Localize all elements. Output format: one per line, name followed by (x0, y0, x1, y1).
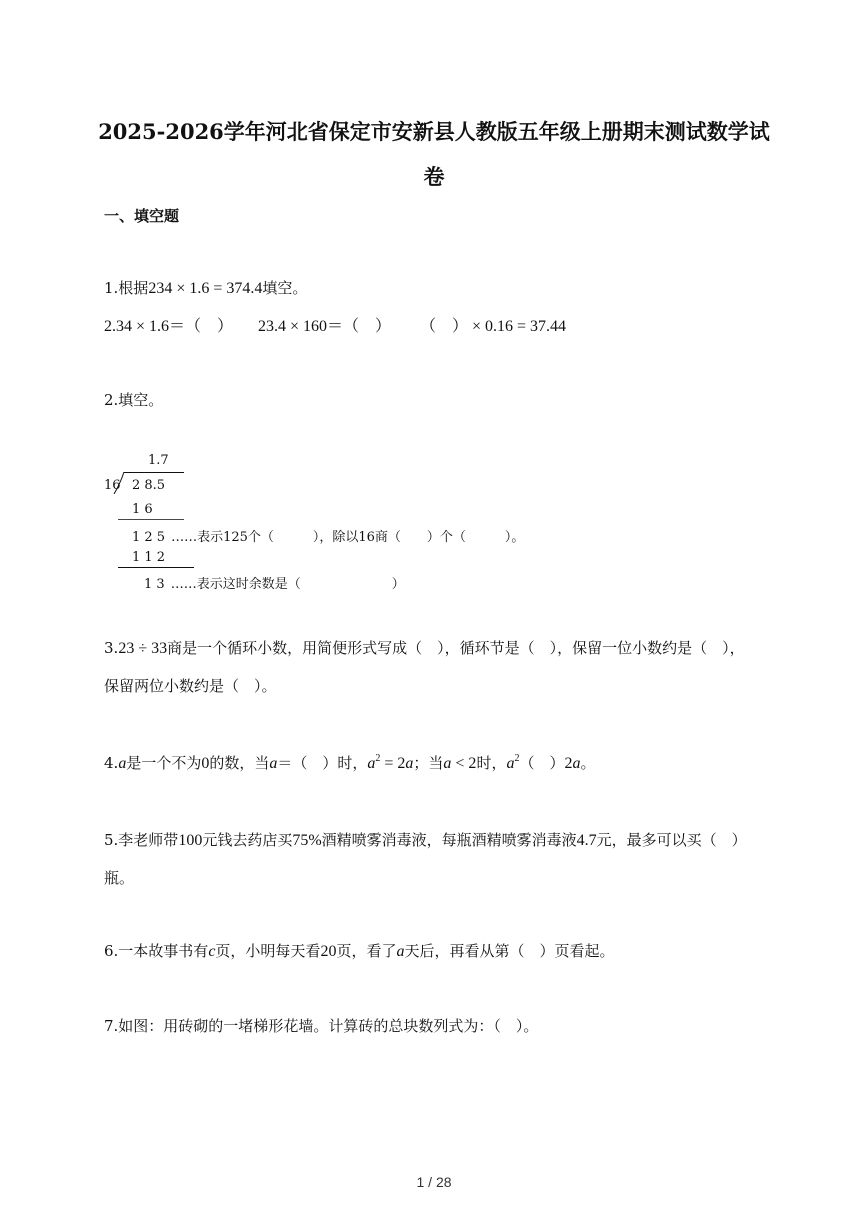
q6-number: 20 (320, 943, 337, 960)
q4-equation (367, 755, 413, 772)
division-step-2-value: 1 2 5 (132, 530, 166, 545)
question-5-cont: 瓶。 (104, 869, 135, 887)
q4-inequality (443, 755, 476, 772)
division-dividend: 2 8.5 (132, 478, 166, 493)
q1-blank-1: 2.34 × 1.6＝（ ） (104, 318, 234, 335)
question-5 (104, 829, 747, 850)
q4-var-a: a (118, 755, 127, 772)
q5-price: 4.7 (576, 832, 597, 849)
q5-text: 酒精喷雾消毒液，每瓶酒精喷雾消毒液 (321, 831, 577, 849)
q3-expression: 23 ÷ 33 (118, 640, 168, 657)
question-1 (104, 277, 307, 298)
q4-text: ；当 (413, 754, 444, 772)
section-heading: 一、填空题 (104, 207, 180, 225)
q4-exponent: 2 (375, 753, 381, 764)
q4-a-squared (506, 755, 519, 772)
q5-text: 5.李老师带 (104, 831, 179, 849)
division-line-2 (118, 567, 194, 568)
q4-var-a: a (269, 755, 278, 772)
division-step-4-value: 1 3 (144, 577, 165, 592)
division-step-4-note: ……表示这时余数是（ ） (170, 577, 405, 592)
question-4 (104, 752, 595, 773)
q6-var-c: c (208, 943, 216, 960)
q4-rhs: = 2 (380, 755, 406, 772)
q4-lt: < 2 (451, 755, 477, 772)
q6-var-a: a (396, 943, 405, 960)
division-step-2-note: ……表示125个（ ），除以16商（ ）个（ ）。 (171, 530, 525, 545)
q6-text: 页，小明每天看 (215, 942, 321, 960)
division-step-1: 1 6 (132, 502, 153, 517)
question-3 (104, 637, 745, 658)
q5-amount: 100 (178, 832, 203, 849)
q1-suffix: 填空。 (262, 279, 308, 297)
page-title-cont: 卷 (423, 164, 445, 189)
division-step-3: 1 1 2 (132, 550, 166, 565)
q4-var-a: a (506, 755, 515, 772)
page-number: 1 / 28 (416, 1174, 452, 1190)
division-quotient: 1.7 (148, 453, 169, 468)
question-7: 7.如图：用砖砌的一堵梯形花墙。计算砖的总块数列式为：（ ）。 (104, 1017, 539, 1035)
division-line-1 (118, 519, 184, 520)
q4-2a (564, 755, 580, 772)
question-6 (104, 940, 614, 961)
division-bar (124, 472, 184, 473)
q3-text-1: 商是一个循环小数，用简便形式写成（ ），循环节是（ ），保留一位小数约是（ ）， (167, 639, 745, 657)
q6-text: 天后，再看从第（ ）页看起。 (404, 942, 615, 960)
q6-text: 页，看了 (336, 942, 397, 960)
q4-text: 时， (476, 754, 507, 772)
q4-prefix: 4. (104, 754, 119, 772)
q1-prefix: 1.根据 (104, 279, 149, 297)
q4-var-a: a (443, 755, 452, 772)
q4-var-a: a (572, 755, 581, 772)
q5-text: 元钱去药店买 (202, 831, 293, 849)
q4-text: 是一个不为 (126, 754, 202, 772)
division-step-4 (144, 573, 405, 592)
q4-exponent: 2 (514, 753, 520, 764)
page-title: 2025-2026学年河北省保定市安新县人教版五年级上册期末测试数学试 (98, 119, 770, 144)
q4-blank: （ ） (519, 754, 565, 772)
q1-blank-2: 23.4 × 160＝（ ） (258, 318, 392, 335)
division-step-2 (132, 526, 524, 545)
question-3-cont: 保留两位小数约是（ ）。 (104, 677, 277, 695)
q4-text: ＝（ ）时， (277, 754, 368, 772)
q6-text: 6.一本故事书有 (104, 942, 209, 960)
division-divisor: 16 (104, 478, 121, 493)
q5-percent: 75% (292, 832, 322, 849)
q4-text: 的数，当 (209, 754, 270, 772)
q4-end: 。 (580, 754, 596, 772)
q4-var-a: a (405, 755, 414, 772)
q4-zero: 0 (201, 755, 210, 772)
q4-two: 2 (564, 755, 573, 772)
q3-prefix: 3. (104, 639, 119, 657)
q1-equation: 234 × 1.6 = 374.4 (148, 280, 263, 297)
q1-blank-3: （ ） × 0.16 = 37.44 (420, 318, 567, 335)
question-2: 2.填空。 (104, 391, 164, 409)
q4-var-a: a (367, 755, 376, 772)
q5-text: 元，最多可以买（ ） (596, 831, 747, 849)
